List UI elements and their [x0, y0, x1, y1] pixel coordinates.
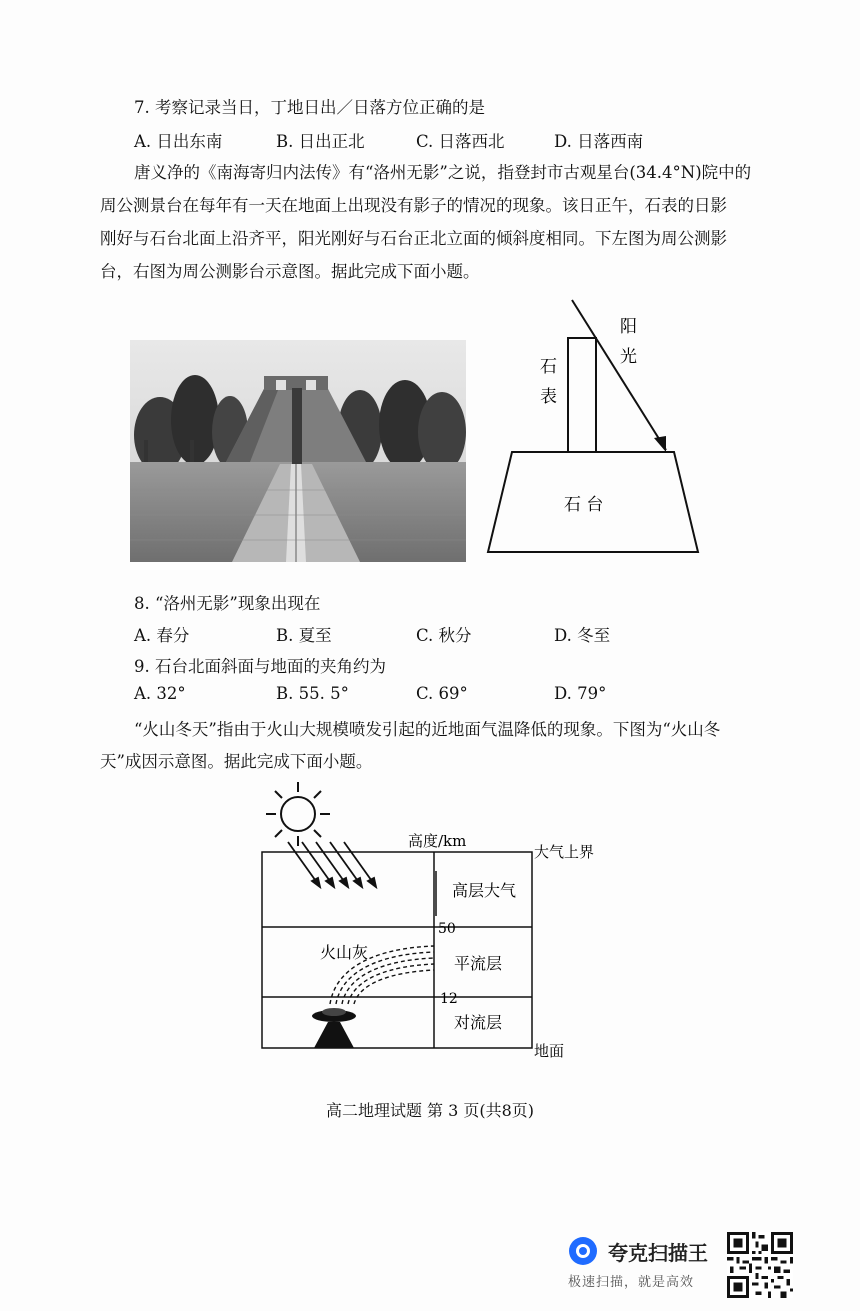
q7-option-c: C. 日落西北 [416, 132, 505, 151]
observatory-photo [130, 340, 466, 562]
q9-option-d: D. 79° [554, 684, 607, 703]
page-footer: 高二地理试题 第 3 页(共8页) [325, 1101, 535, 1120]
stone-pillar-shape [568, 338, 596, 452]
sunlight-arrow [572, 300, 666, 450]
question-7-stem: 7. 考察记录当日，丁地日出／日落方位正确的是 [134, 98, 485, 117]
q8-option-a: A. 春分 [134, 626, 190, 645]
q8-option-c: C. 秋分 [416, 626, 472, 645]
q7-option-a: A. 日出东南 [134, 132, 223, 151]
passage1-line-4: 台，右图为周公测影台示意图。据此完成下面小题。 [100, 262, 480, 281]
q8-option-b: B. 夏至 [276, 626, 332, 645]
upper-atmosphere-label: 高层大气 [452, 881, 517, 900]
shadow-platform-diagram [480, 292, 710, 562]
q8-option-d: D. 冬至 [554, 626, 611, 645]
qr-code [727, 1232, 793, 1298]
q7-option-b: B. 日出正北 [276, 132, 365, 151]
sunlight-arrowhead [654, 436, 666, 452]
passage2-line-1: “火山冬天”指由于火山大规模喷发引起的近地面气温降低的现象。下图为“火山冬 [134, 720, 721, 739]
q9-option-a: A. 32° [134, 684, 186, 703]
quark-logo-icon [568, 1236, 598, 1266]
q7-option-d: D. 日落西南 [554, 132, 644, 151]
q9-option-b: B. 55. 5° [276, 684, 349, 703]
base-label: 石 台 [564, 495, 604, 515]
sunlight-label-2: 光 [620, 347, 637, 367]
solar-radiation-arrows [288, 842, 376, 887]
pillar-label-1: 石 [540, 357, 557, 377]
volcanic-ash-label: 火山灰 [320, 943, 369, 962]
atmosphere-top-label: 大气上界 [534, 843, 595, 861]
height-axis-label: 高度/km [408, 832, 467, 850]
volcanic-winter-diagram [258, 776, 618, 1066]
passage1-line-2: 周公测景台在每年有一天在地面上出现没有影子的情况的现象。该日正午，石表的日影 [100, 196, 727, 215]
stratosphere-label: 平流层 [454, 954, 503, 973]
passage1-line-3: 刚好与石台北面上沿齐平，阳光刚好与石台正北立面的倾斜度相同。下左图为周公测影 [100, 229, 727, 248]
tick-12-label: 12 [440, 991, 458, 1007]
question-9-stem: 9. 石台北面斜面与地面的夹角约为 [134, 657, 386, 676]
sunlight-label-1: 阳 [620, 317, 637, 337]
q9-option-c: C. 69° [416, 684, 468, 703]
brand-name: 夸克扫描王 [608, 1241, 708, 1265]
tick-50-label: 50 [438, 921, 456, 937]
volcano-icon [312, 1008, 356, 1048]
passage1-line-1: 唐义净的《南海寄归内法传》有“洛州无影”之说，指登封市古观星台(34.4°N)院中的 [134, 163, 752, 182]
pillar-label-2: 表 [540, 387, 557, 407]
troposphere-label: 对流层 [454, 1013, 503, 1032]
brand-slogan: 极速扫描，就是高效 [568, 1275, 695, 1290]
question-8-stem: 8. “洛州无影”现象出现在 [134, 594, 321, 613]
sun-icon [266, 782, 330, 846]
ground-label: 地面 [534, 1042, 565, 1060]
passage2-line-2: 天”成因示意图。据此完成下面小题。 [100, 752, 373, 771]
